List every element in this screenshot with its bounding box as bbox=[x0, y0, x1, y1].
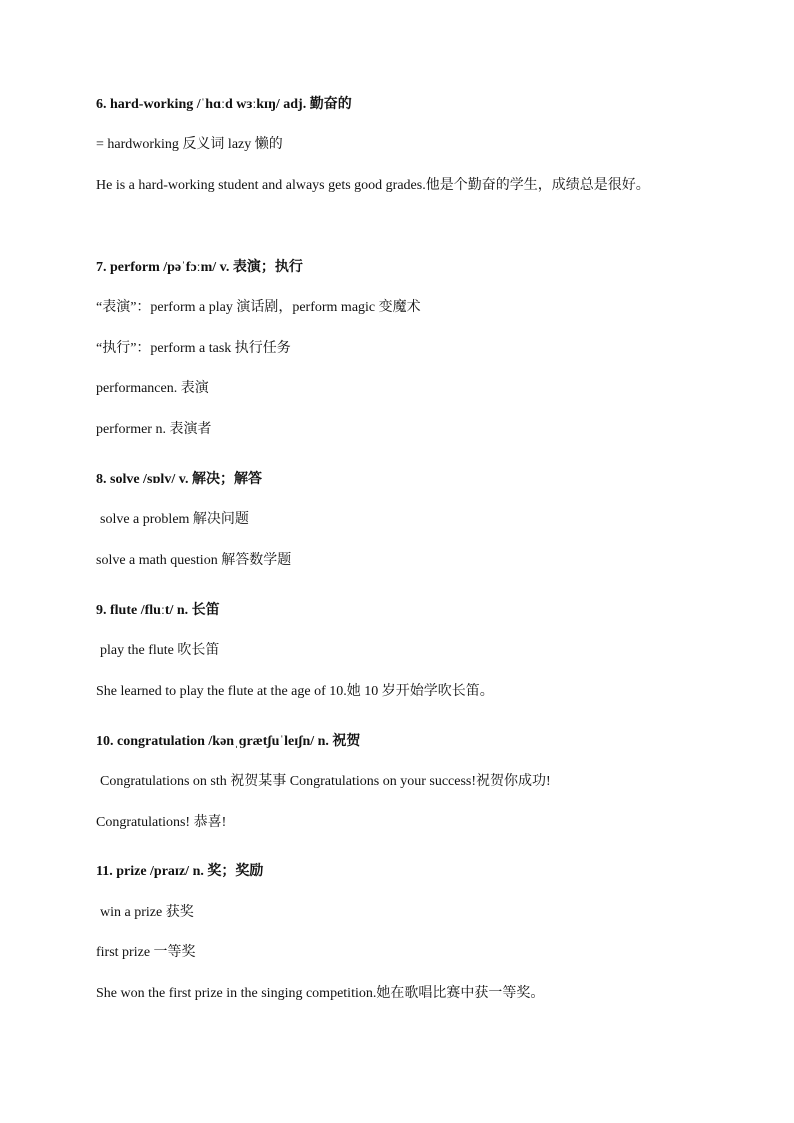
entry-7-heading: 7. perform /pəˈfɔːm/ v. 表演；执行 bbox=[96, 260, 303, 275]
entry-7-derivative-performance: performancen. 表演 bbox=[96, 381, 209, 396]
entry-6-example: He is a hard-working student and always gets good grades.他是个勤奋的学生，成绩总是很好。 bbox=[96, 178, 650, 193]
entry-10-heading: 10. congratulation /kənˌɡrætʃuˈleɪʃn/ n. 祝贺 bbox=[96, 734, 361, 749]
entry-6-synonym-line: = hardworking 反义词 lazy 懒的 bbox=[96, 137, 283, 152]
entry-11-example: She won the first prize in the singing competition.她在歌唱比赛中获一等奖。 bbox=[96, 986, 545, 1001]
entry-9-example: She learned to play the flute at the age of 10.她 10 岁开始学吹长笛。 bbox=[96, 684, 494, 699]
entry-11-heading: 11. prize /praɪz/ n. 奖；奖励 bbox=[96, 864, 264, 879]
entry-8-heading: 8. solve /sɒlv/ v. 解决；解答 bbox=[96, 472, 262, 487]
entry-9-heading: 9. flute /fluːt/ n. 长笛 bbox=[96, 603, 220, 618]
entry-10-phrase: Congratulations on sth 祝贺某事 Congratulations on your success!祝贺你成功! bbox=[100, 774, 551, 789]
entry-7-usage-perform: “表演”：perform a play 演话剧，perform magic 变魔术 bbox=[96, 300, 421, 315]
entry-9-phrase: play the flute 吹长笛 bbox=[100, 643, 220, 658]
entry-7-derivative-performer: performer n. 表演者 bbox=[96, 422, 212, 437]
entry-11-phrase-2: first prize 一等奖 bbox=[96, 945, 196, 960]
entry-8-phrase-1: solve a problem 解决问题 bbox=[100, 512, 249, 527]
entry-7-usage-execute: “执行”：perform a task 执行任务 bbox=[96, 341, 291, 356]
entry-11-phrase-1: win a prize 获奖 bbox=[100, 905, 194, 920]
entry-10-exclamation: Congratulations! 恭喜! bbox=[96, 815, 227, 830]
entry-6-heading: 6. hard-working /ˈhɑːd wɜːkɪŋ/ adj. 勤奋的 bbox=[96, 97, 352, 112]
entry-8-phrase-2: solve a math question 解答数学题 bbox=[96, 553, 292, 568]
